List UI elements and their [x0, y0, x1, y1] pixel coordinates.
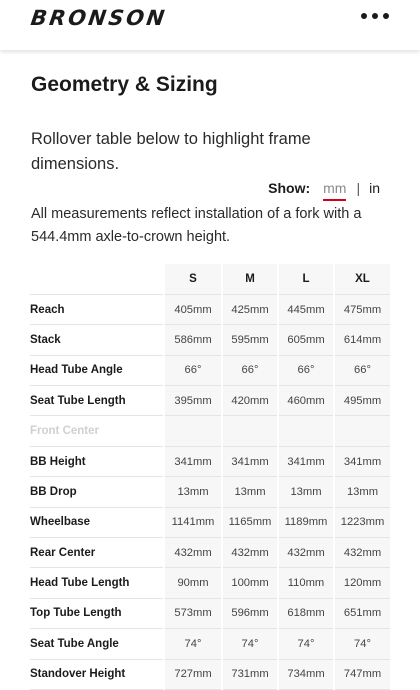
- measurement-value: 74°: [164, 629, 222, 659]
- measurement-value: 596mm: [222, 598, 278, 628]
- measurement-value: 66°: [222, 355, 278, 385]
- measurement-label: Rear Center: [30, 538, 164, 568]
- table-row[interactable]: [30, 629, 390, 659]
- more-horizontal-icon-dot: [372, 13, 378, 19]
- measurement-value: [164, 416, 222, 446]
- measurement-value: 90mm: [164, 568, 222, 598]
- table-row[interactable]: [30, 416, 390, 446]
- table-row[interactable]: [30, 659, 390, 689]
- measurement-value: 66°: [278, 355, 334, 385]
- measurement-value: 432mm: [164, 538, 222, 568]
- table-row[interactable]: [30, 538, 390, 568]
- geometry-table: [30, 264, 390, 690]
- measurement-label: Head Tube Angle: [30, 355, 164, 385]
- more-menu-button[interactable]: [361, 8, 389, 24]
- measurement-value: 1189mm: [278, 507, 334, 537]
- table-row[interactable]: [30, 507, 390, 537]
- measurement-value: 13mm: [222, 477, 278, 507]
- measurement-value: 445mm: [278, 294, 334, 324]
- table-row[interactable]: [30, 477, 390, 507]
- measurement-value: 341mm: [334, 446, 390, 476]
- measurement-label: Front Center: [30, 416, 164, 446]
- header-label-cell: [30, 264, 164, 294]
- more-horizontal-icon-dot: [383, 13, 389, 19]
- measurement-value: 747mm: [334, 659, 390, 689]
- measurement-value: 66°: [334, 355, 390, 385]
- measurement-value: 1223mm: [334, 507, 390, 537]
- table-row[interactable]: [30, 446, 390, 476]
- measurement-value: 74°: [278, 629, 334, 659]
- measurement-label: Reach: [30, 294, 164, 324]
- measurement-label: Standover Height: [30, 659, 164, 689]
- fork-note: All measurements reflect installation of a fork with a 544.4mm axle-to-crown height.: [31, 206, 362, 245]
- unit-option-mm[interactable]: mm: [323, 180, 346, 199]
- page-title: Geometry & Sizing: [31, 73, 218, 96]
- size-header: L: [278, 264, 334, 294]
- measurement-value: [334, 416, 390, 446]
- measurement-value: 405mm: [164, 294, 222, 324]
- measurement-label: Seat Tube Length: [30, 386, 164, 416]
- measurement-label: BB Height: [30, 446, 164, 476]
- size-header: M: [222, 264, 278, 294]
- measurement-label: Head Tube Length: [30, 568, 164, 598]
- table-row[interactable]: [30, 294, 390, 324]
- measurement-label: Wheelbase: [30, 507, 164, 537]
- measurement-value: 13mm: [164, 477, 222, 507]
- measurement-value: 727mm: [164, 659, 222, 689]
- size-header: S: [164, 264, 222, 294]
- measurement-value: 341mm: [222, 446, 278, 476]
- table-row[interactable]: [30, 325, 390, 355]
- measurement-value: [278, 416, 334, 446]
- measurement-value: 595mm: [222, 325, 278, 355]
- unit-separator: |: [356, 180, 361, 196]
- measurement-value: 495mm: [334, 386, 390, 416]
- measurement-value: 395mm: [164, 386, 222, 416]
- unit-toggle: [268, 180, 380, 199]
- measurement-value: 432mm: [222, 538, 278, 568]
- intro-text: Rollover table below to highlight frame dimensions.: [31, 130, 311, 173]
- table-row[interactable]: [30, 386, 390, 416]
- measurement-value: 74°: [334, 629, 390, 659]
- measurement-value: [222, 416, 278, 446]
- brand-logo[interactable]: BRONSON: [29, 6, 169, 30]
- measurement-value: 651mm: [334, 598, 390, 628]
- table-row[interactable]: [30, 598, 390, 628]
- unit-option-in[interactable]: in: [369, 180, 380, 196]
- table-header-row: [30, 264, 390, 294]
- measurement-value: 586mm: [164, 325, 222, 355]
- measurement-value: 734mm: [278, 659, 334, 689]
- unit-toggle-label: Show:: [268, 180, 311, 196]
- measurement-value: 120mm: [334, 568, 390, 598]
- measurement-value: 605mm: [278, 325, 334, 355]
- measurement-value: 425mm: [222, 294, 278, 324]
- measurement-label: Seat Tube Angle: [30, 629, 164, 659]
- size-header: XL: [334, 264, 390, 294]
- table-row[interactable]: [30, 568, 390, 598]
- measurement-value: 341mm: [278, 446, 334, 476]
- measurement-value: 1165mm: [222, 507, 278, 537]
- measurement-value: 573mm: [164, 598, 222, 628]
- measurement-value: 420mm: [222, 386, 278, 416]
- measurement-value: 100mm: [222, 568, 278, 598]
- measurement-value: 475mm: [334, 294, 390, 324]
- measurement-label: BB Drop: [30, 477, 164, 507]
- measurement-value: 1141mm: [164, 507, 222, 537]
- measurement-value: 432mm: [334, 538, 390, 568]
- more-horizontal-icon: [361, 13, 367, 19]
- measurement-value: 66°: [164, 355, 222, 385]
- measurement-label: Top Tube Length: [30, 598, 164, 628]
- measurement-value: 614mm: [334, 325, 390, 355]
- measurement-value: 13mm: [334, 477, 390, 507]
- measurement-value: 341mm: [164, 446, 222, 476]
- measurement-value: 731mm: [222, 659, 278, 689]
- geometry-table-body: [30, 294, 390, 689]
- measurement-value: 74°: [222, 629, 278, 659]
- measurement-value: 13mm: [278, 477, 334, 507]
- measurement-label: Stack: [30, 325, 164, 355]
- measurement-value: 618mm: [278, 598, 334, 628]
- top-navigation-bar: [0, 0, 420, 50]
- measurement-value: 460mm: [278, 386, 334, 416]
- table-row[interactable]: [30, 355, 390, 385]
- measurement-value: 110mm: [278, 568, 334, 598]
- measurement-value: 432mm: [278, 538, 334, 568]
